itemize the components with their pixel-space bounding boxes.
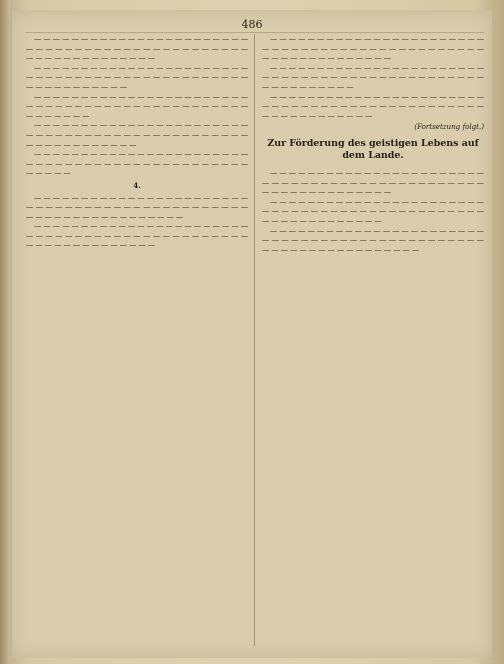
story-paragraph: — — — — — — — — — — — — — — — — — — — — — — — — — — — — — — — — — — — — — — — — — — — — — — — — — — — — — — — — — — — — — — —	[26, 192, 248, 221]
section-number: 4.	[133, 180, 141, 190]
story-paragraph: — — — — — — — — — — — — — — — — — — — — — — — — — — — — — — — — — — — — — — — — — — — — — — — — — — — — — — — — — — — —	[26, 34, 248, 63]
article-paragraph: — — — — — — — — — — — — — — — — — — — — — — — — — — — — — — — — — — — — — — — — — — — — — — — — — — — — — — — — — — — —	[262, 167, 484, 197]
story-paragraph: — — — — — — — — — — — — — — — — — — — — — — — — — — — — — — — — — — — — — — — — — — — — — — — — — — — — — — — — — — — —	[262, 34, 484, 63]
page-number: 486	[241, 18, 263, 31]
story-paragraph: — — — — — — — — — — — — — — — — — — — — — — — — — — — — — — — — — — — — — — — — — — — — — — — — — — — — — — — — —	[26, 62, 248, 91]
header-rule	[26, 32, 484, 33]
article-paragraph: — — — — — — — — — — — — — — — — — — — — — — — — — — — — — — — — — — — — — — — — — — — — — — — — — — — — — — — — — — — — — — —	[262, 225, 484, 254]
story-paragraph: — — — — — — — — — — — — — — — — — — — — — — — — — — — — — — — — — — — — — — — — — — — — — — — — — — — — — — — —	[262, 62, 484, 91]
story-paragraph: — — — — — — — — — — — — — — — — — — — — — — — — — — — — — — — — — — — — — — — — — — — — — — — — — — —	[26, 149, 248, 178]
right-column	[262, 34, 484, 646]
continued-note: (Fortsetzung folgt.)	[414, 122, 484, 132]
story-paragraph: — — — — — — — — — — — — — — — — — — — — — — — — — — — — — — — — — — — — — — — — — — — — — — — — — — — — —	[26, 91, 248, 120]
story-paragraph: — — — — — — — — — — — — — — — — — — — — — — — — — — — — — — — — — — — — — — — — — — — — — — — — — — — — — — — — — —	[262, 91, 484, 120]
article-title: Zur Förderung des geistigen Lebens auf dem Lande.	[267, 137, 479, 161]
article-paragraph: — — — — — — — — — — — — — — — — — — — — — — — — — — — — — — — — — — — — — — — — — — — — — — — — — — — — — — — — — — —	[262, 196, 484, 225]
binding-edge	[0, 0, 10, 664]
story-paragraph: — — — — — — — — — — — — — — — — — — — — — — — — — — — — — — — — — — — — — — — — — — — — — — — — — — — — — — — — — —	[26, 120, 248, 149]
story-paragraph: — — — — — — — — — — — — — — — — — — — — — — — — — — — — — — — — — — — — — — — — — — — — — — — — — — — — — — — — — — — —	[26, 221, 248, 250]
column-divider	[254, 34, 255, 646]
left-column	[26, 34, 248, 646]
